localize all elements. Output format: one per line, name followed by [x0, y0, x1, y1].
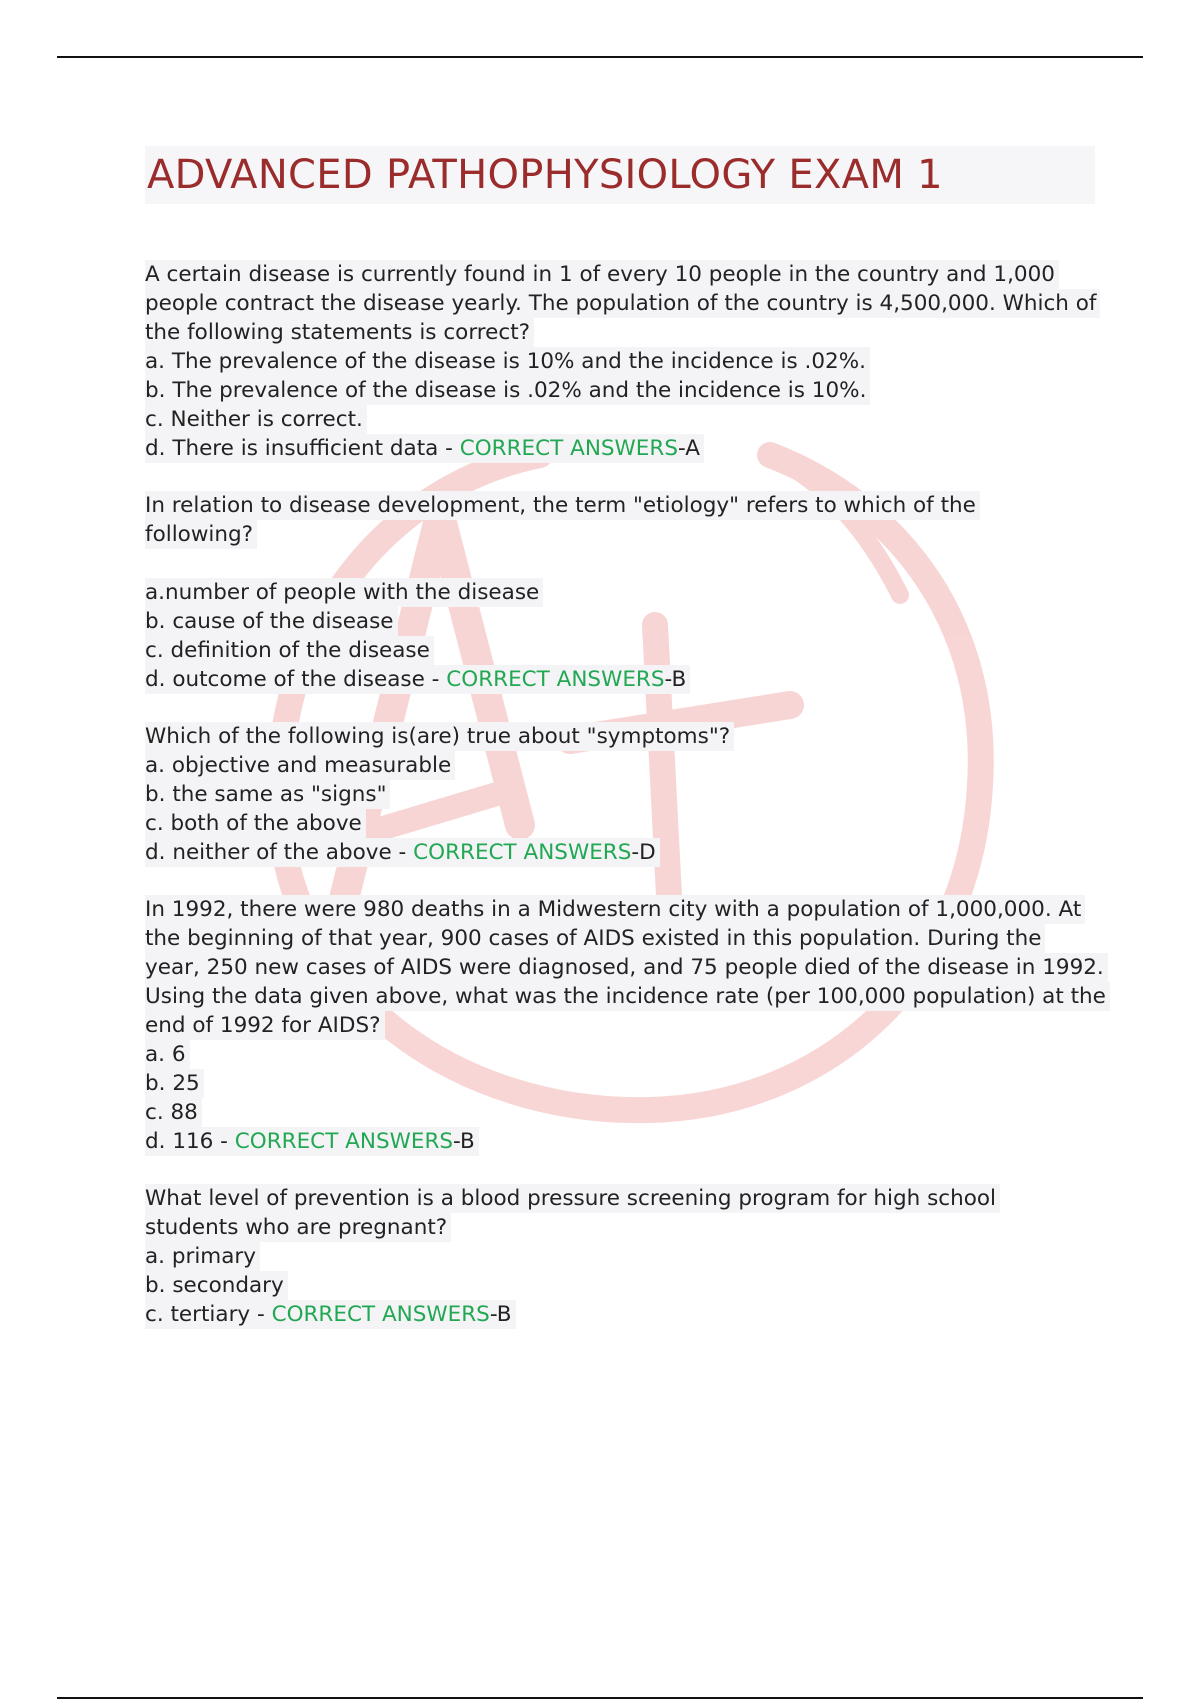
answer-key: -B	[664, 667, 687, 692]
question-stem-line: following?	[145, 520, 257, 549]
option-text: c. tertiary -	[145, 1302, 272, 1327]
answer-option-last	[145, 838, 660, 867]
bottom-rule	[57, 1697, 1143, 1699]
exam-content	[145, 146, 1106, 1357]
question-stem-line: people contract the disease yearly. The population of the country is 4,500,000. Which of	[145, 289, 1100, 318]
option-text: d. outcome of the disease -	[145, 667, 447, 692]
question-stem-line: Using the data given above, what was the incidence rate (per 100,000 population) at the	[145, 982, 1110, 1011]
answer-option: b. the same as "signs"	[145, 780, 390, 809]
answer-key: -B	[489, 1302, 512, 1327]
option-text: d. 116 -	[145, 1129, 235, 1154]
answer-option-last	[145, 434, 704, 463]
question-stem-line: the beginning of that year, 900 cases of AIDS existed in this population. During the	[145, 924, 1045, 953]
answer-key: -D	[631, 840, 656, 865]
title-band	[145, 146, 1095, 204]
answer-option-last	[145, 665, 690, 694]
question-stem-line: end of 1992 for AIDS?	[145, 1011, 385, 1040]
question-1	[145, 260, 1095, 463]
answer-option: c. Neither is correct.	[145, 405, 367, 434]
question-stem-line: students who are pregnant?	[145, 1213, 451, 1242]
correct-answers-label: CORRECT ANSWERS	[271, 1302, 490, 1327]
question-stem-line: Which of the following is(are) true about "symptoms"?	[145, 722, 734, 751]
answer-option: a. 6	[145, 1040, 190, 1069]
spacer	[145, 549, 1095, 578]
question-stem-line: the following statements is correct?	[145, 318, 534, 347]
answer-option: b. secondary	[145, 1271, 288, 1300]
answer-option-last	[145, 1300, 516, 1329]
question-stem-line: A certain disease is currently found in 1 of every 10 people in the country and 1,000	[145, 260, 1059, 289]
correct-answers-label: CORRECT ANSWERS	[413, 840, 632, 865]
question-3	[145, 722, 1095, 867]
answer-option: a. primary	[145, 1242, 260, 1271]
question-4	[145, 895, 1106, 1156]
correct-answers-label: CORRECT ANSWERS	[459, 436, 678, 461]
question-2	[145, 491, 1095, 694]
correct-answers-label: CORRECT ANSWERS	[446, 667, 665, 692]
question-stem-line: What level of prevention is a blood pressure screening program for high school	[145, 1184, 1000, 1213]
page-title: ADVANCED PATHOPHYSIOLOGY EXAM 1	[147, 152, 943, 198]
answer-option: a. The prevalence of the disease is 10% and the incidence is .02%.	[145, 347, 870, 376]
option-text: d. neither of the above -	[145, 840, 414, 865]
question-stem-line: In 1992, there were 980 deaths in a Midwestern city with a population of 1,000,000. At	[145, 895, 1085, 924]
answer-option: a.number of people with the disease	[145, 578, 543, 607]
correct-answers-label: CORRECT ANSWERS	[234, 1129, 454, 1154]
answer-option: a. objective and measurable	[145, 751, 455, 780]
answer-option: c. definition of the disease	[145, 636, 434, 665]
question-stem-line: In relation to disease development, the term "etiology" refers to which of the	[145, 491, 980, 520]
answer-key: -B	[453, 1129, 475, 1154]
answer-key: -A	[677, 436, 700, 461]
answer-option-last	[145, 1127, 479, 1156]
answer-option: b. The prevalence of the disease is .02% and the incidence is 10%.	[145, 376, 870, 405]
answer-option: c. 88	[145, 1098, 202, 1127]
question-stem-line: year, 250 new cases of AIDS were diagnosed, and 75 people died of the disease in 1992.	[145, 953, 1108, 982]
option-text: d. There is insufficient data -	[145, 436, 460, 461]
answer-option: b. 25	[145, 1069, 204, 1098]
question-5	[145, 1184, 1095, 1329]
answer-option: c. both of the above	[145, 809, 366, 838]
top-rule	[57, 56, 1143, 58]
answer-option: b. cause of the disease	[145, 607, 398, 636]
